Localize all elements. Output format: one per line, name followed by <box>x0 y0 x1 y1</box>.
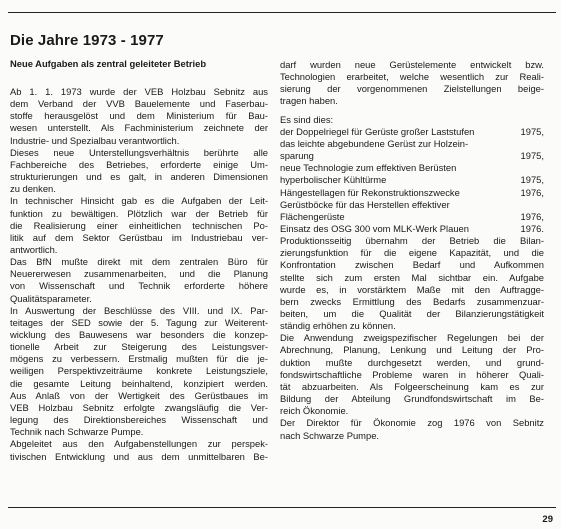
line-text: Flächengerüste <box>280 210 345 222</box>
text-line: Qualitätsparameter. <box>10 292 92 304</box>
text-line <box>280 223 544 235</box>
text-line: wicklung des Bauwesens war besonders die konzep- <box>10 329 268 340</box>
line-text: fondswirtschaftliche Probleme waren in höherer Quali- <box>280 368 544 380</box>
line-text: beiten, um die Qualität der Bilanzierungstätigkeit <box>280 308 544 319</box>
text-line <box>280 59 544 71</box>
line-text: tragen haben. <box>280 95 338 107</box>
text-line: die Realisierung einer einheitlichen technischen Po- <box>10 219 268 231</box>
text-line: weiligen Perspektivzeiträume konkrete Leistungsziele, <box>10 365 268 377</box>
year-label: 1976. <box>520 222 544 234</box>
top-rule <box>8 12 556 13</box>
line-text: Der Direktor für Ökonomie zog 1976 von Sebnitz <box>280 417 544 429</box>
text-line <box>280 259 544 271</box>
year-label: 1975, <box>520 150 544 162</box>
year-label: 1975, <box>520 174 544 186</box>
text-line <box>280 71 544 83</box>
text-line <box>280 235 544 247</box>
line-text: duktion mußte durchgesetzt werden, und grund- <box>280 356 544 368</box>
line-text: nach Schwarze Pumpe. <box>280 429 380 441</box>
line-text: Es sind dies: <box>280 113 334 125</box>
text-line <box>280 344 544 356</box>
text-line: Technik nach Schwarze Pumpe. <box>10 426 144 438</box>
text-line <box>280 162 544 174</box>
text-line <box>280 417 544 429</box>
text-line <box>280 284 544 296</box>
text-line <box>280 320 544 332</box>
line-text: tät abzuarbeiten. Als Folgeerscheinung kam es zur <box>280 380 544 392</box>
text-line: In technischer Hinsicht gab es die Aufgaben der Leit- <box>10 195 268 207</box>
text-line: In Auswertung der Beschlüsse des VIII. und IX. Par- <box>10 304 268 316</box>
line-text: das leichte abgebundene Gerüst zur Holzein- <box>280 137 469 149</box>
text-line <box>280 187 544 199</box>
text-line: Ab 1. 1. 1973 wurde der VEB Holzbau Sebnitz aus <box>10 86 268 97</box>
text-line <box>280 95 544 107</box>
page-number: 29 <box>542 514 553 525</box>
line-text: sierung der vorgenommenen Zielstellungen beige- <box>280 83 544 95</box>
page-title: Die Jahre 1973 - 1977 <box>10 32 164 49</box>
text-line <box>280 332 544 344</box>
year-label: 1976, <box>520 186 544 198</box>
text-line: tionelle Arbeit zur Steigerung des Leistungsver- <box>10 341 268 353</box>
text-line: stoffe herausgelöst und dem Ministerium für Bau- <box>10 110 268 122</box>
text-line: die gesamte Leitung beinhaltend, konzipiert werden. <box>10 377 268 389</box>
line-text: hyperbolischer Kühltürme <box>280 174 387 186</box>
text-line <box>280 308 544 320</box>
text-line <box>280 138 544 150</box>
text-line: Fachbereiche des Betriebes, erforderte einige Um- <box>10 158 268 170</box>
text-line: mögens zu verbessern. Erstmalig mußten für die je- <box>10 353 268 365</box>
line-text: ständig erhöhen zu können. <box>280 320 396 332</box>
line-text: reich Ökonomie. <box>280 405 349 417</box>
year-label: 1975, <box>520 125 544 137</box>
text-line <box>280 114 544 126</box>
text-line <box>280 369 544 381</box>
line-text: stellte sich zum ersten Mal sichtbar ein. Aufgabe <box>280 271 544 283</box>
text-line <box>280 393 544 405</box>
text-line: antwortlich. <box>10 243 58 255</box>
line-text: Abrechnung, Planung, Lenkung und Leitung der Pro- <box>280 344 544 356</box>
text-line: tivischen Entwicklung und aus dem unmittelbaren Be- <box>10 450 268 462</box>
line-text: sparung <box>280 150 314 162</box>
text-line <box>280 272 544 284</box>
text-line <box>280 381 544 393</box>
text-line: funktion zu bewältigen. Plötzlich war der Betrieb für <box>10 207 268 219</box>
text-line: Abgeleitet aus den Aufgabenstellungen zur perspek- <box>10 438 268 450</box>
line-text: Produktionsseitig übernahm der Betrieb die Bilan- <box>280 235 544 247</box>
text-line <box>280 357 544 369</box>
text-line: Aus Anlaß von der Wertigkeit des Gerüstbaues im <box>10 389 268 401</box>
text-line: von Wissenschaft und Technik erforderte höhere <box>10 280 268 292</box>
text-line: strukturierungen und es galt, in anderen Dimensionen <box>10 171 268 183</box>
line-text: Die Anwendung zweigspezifischer Regelungen bei der <box>280 332 544 344</box>
line-text: neue Technologie zum effektiven Berüsten <box>280 162 457 174</box>
text-line <box>280 199 544 211</box>
text-line: litik auf dem Sektor Gerüstbau im Industriebau ver- <box>10 231 268 243</box>
text-line: zu denken. <box>10 183 56 195</box>
line-text: Einsatz des OSG 300 vom MLK-Werk Plauen <box>280 222 469 234</box>
line-text: Gerüstböcke für das Herstellen effektiver <box>280 198 450 210</box>
text-line: Das BfN mußte direkt mit dem zentralen Büro für <box>10 256 268 268</box>
text-line <box>280 83 544 95</box>
text-line: Industrie- und Spezialbau verantwortlich. <box>10 134 180 146</box>
line-text: darf wurden neue Gerüstelemente entwickelt bzw. <box>280 59 544 70</box>
text-line <box>280 405 544 417</box>
text-line <box>280 211 544 223</box>
text-line <box>280 430 544 442</box>
text-line <box>280 126 544 138</box>
line-text: Konfrontation zwischen Bedarf und Aufkommen <box>280 259 544 271</box>
year-label: 1976, <box>520 210 544 222</box>
line-text: wurde es, in vorstärktem Maße mit den Auftragge- <box>280 283 544 295</box>
text-line: dem Verband der VVB Bauelemente und Faserbau- <box>10 98 268 110</box>
line-text: Technologien erarbeitet, welche wesentlich zur Reali- <box>280 71 544 83</box>
line-text: bern zwecks Ermittlung des Bedarfs zusammenzuar- <box>280 295 544 307</box>
line-text: Hängestellagen für Rekonstruktionszwecke <box>280 186 460 198</box>
line-text: der Doppelriegel für Gerüste großer Laststufen <box>280 125 475 137</box>
text-line: VEB Holzbau Sebnitz erfolgte zwangsläufig die Ver- <box>10 401 268 413</box>
text-line <box>280 174 544 186</box>
bottom-rule <box>8 507 556 508</box>
text-line: legung des Direktionsbereiches Wissenschaft und <box>10 414 268 426</box>
text-line: teitages der SED sowie der 5. Tagung zur Weiterent- <box>10 316 268 328</box>
line-text: Bildung der Abteilung Grundfondswirtschaft im Be- <box>280 393 544 405</box>
text-line <box>280 247 544 259</box>
text-line: wesen unterstellt. Als Fachministerium zeichnete der <box>10 122 268 134</box>
text-line <box>280 150 544 162</box>
section-heading: Neue Aufgaben als zentral geleiteter Betrieb <box>10 58 207 69</box>
text-line <box>280 296 544 308</box>
text-line: Neuererwesen zusammenarbeiten, und die Planung <box>10 268 268 280</box>
text-line: Dieses neue Unterstellungsverhältnis berührte alle <box>10 146 268 158</box>
line-text: zierungsfunktion für die eigene Kapazität, und die <box>280 247 544 259</box>
